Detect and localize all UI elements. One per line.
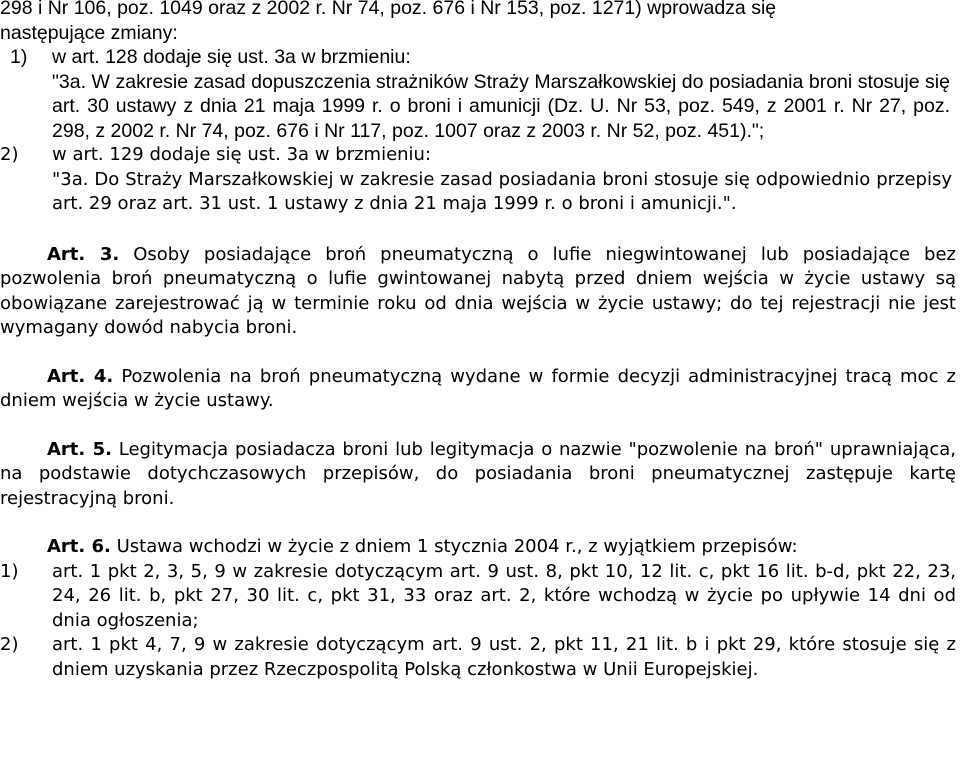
article-3 <box>0 243 956 341</box>
item-text: art. 1 pkt 2, 3, 5, 9 w zakresie dotyczącym art. 9 ust. 8, pkt 10, 12 lit. c, pkt 16 lit. b-d, pkt 22, 23, 24, 26 lit. b, pkt 27, 30 lit. c, pkt 31, 33 oraz art. 2, które wchodzą w życie po upływie 14 dni od dnia ogłoszenia; <box>52 560 956 631</box>
item-text: art. 1 pkt 4, 7, 9 w zakresie dotyczącym art. 9 ust. 2, pkt 11, 21 lit. b i pkt 29, które stosuje się z dniem uzyskania przez Rzeczpospolitą Polską członkostwa w Unii Europejskiej. <box>52 634 956 680</box>
article-6 <box>0 535 956 560</box>
amendment-item <box>0 143 956 217</box>
article-label: Art. 5. <box>47 438 112 460</box>
item-number: 1) <box>10 46 28 68</box>
article-text: Osoby posiadające broń pneumatyczną o lufie niegwintowanej lub posiadające bez pozwolenia broń pneumatyczną o lufie gwintowanej nabytą przed dniem wejścia w życie ustawy są obowiązane zarejestrować ją w terminie roku od dnia wejścia w życie ustawy; do tej rejestracji nie jest wymagany dowód nabycia broni. <box>0 243 956 338</box>
item-number: 2) <box>0 144 19 165</box>
article-text: Legitymacja posiadacza broni lub legitymacja o nazwie "pozwolenie na broń" uprawniająca, na podstawie dotychczasowych przepisów, do posiadania broni pneumatycznej zastępuje kartę rejestracyjną broni. <box>0 438 956 509</box>
item-number: 1) <box>0 560 19 582</box>
item-number: 2) <box>0 634 19 655</box>
amendment-item <box>0 45 956 143</box>
quoted-provision: "3a. W zakresie zasad dopuszczenia strażników Straży Marszałkowskiej do posiadania broni stosuje się art. 30 ustawy z dnia 21 maja 1999 r. o broni i amunicji (Dz. U. Nr 53, poz. 549, z 2001 r. Nr 27, poz. 298, z 2002 r. Nr 74, poz. 676 i Nr 117, poz. 1007 oraz z 2003 r. Nr 52, poz. 451)."; <box>52 70 950 142</box>
exception-item <box>0 633 956 682</box>
intro-paragraph <box>0 0 956 45</box>
article-text: Ustawa wchodzi w życie z dniem 1 stycznia 2004 r., z wyjątkiem przepisów: <box>116 536 798 557</box>
intro-line: 298 i Nr 106, poz. 1049 oraz z 2002 r. Nr 74, poz. 676 i Nr 153, poz. 1271) wprowadza się <box>0 0 777 19</box>
article-5 <box>0 438 956 512</box>
article-label: Art. 4. <box>47 365 114 387</box>
item-heading: w art. 129 dodaje się ust. 3a w brzmieniu: <box>52 144 432 165</box>
intro-line: następujące zmiany: <box>0 21 178 44</box>
article-label: Art. 3. <box>47 243 120 265</box>
exception-item <box>0 560 956 634</box>
article-text: Pozwolenia na broń pneumatyczną wydane w formie decyzji administracyjnej tracą moc z dniem wejścia w życie ustawy. <box>0 365 956 411</box>
item-heading: w art. 128 dodaje się ust. 3a w brzmieniu: <box>52 46 411 68</box>
quoted-provision: "3a. Do Straży Marszałkowskiej w zakresie zasad posiadania broni stosuje się odpowiednio przepisy art. 29 oraz art. 31 ust. 1 ustawy z dnia 21 maja 1999 r. o broni i amunicji.". <box>52 168 952 214</box>
article-4 <box>0 365 956 414</box>
article-label: Art. 6. <box>47 536 111 557</box>
